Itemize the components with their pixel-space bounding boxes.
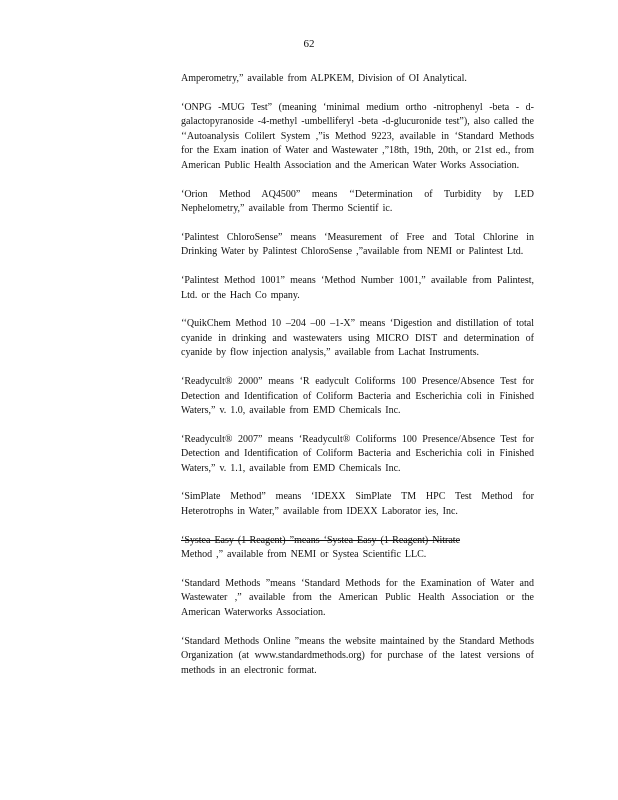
paragraph-palintest-chlorosense: ‘Palintest ChloroSense” means ‘Measurement of Free and Total Chlorine in Drinking Water by Palintest ChloroSense ,”available from NEMI or Palintest Ltd. xyxy=(181,231,534,258)
page-number: 62 xyxy=(303,38,315,50)
paragraph-standard-methods-online: ‘Standard Methods Online ”means the website maintained by the Standard Methods Organization (at www.standardmethods.org) for purchase of the latest versions of methods in an electronic format. xyxy=(181,635,534,676)
paragraph-standard-methods: ‘Standard Methods ”means ‘Standard Methods for the Examination of Water and Wastewater ,” available from the American Public Health Association or the American Waterworks Association. xyxy=(181,577,534,619)
paragraph-orion-method: ‘Orion Method AQ4500” means ‘‘Determination of Turbidity by LED Nephelometry,” available from Thermo Scientif ic. xyxy=(181,188,534,215)
paragraph-simplate-method: ‘SimPlate Method” means ‘IDEXX SimPlate TM HPC Test Method for Heterotrophs in Water,” available from IDEXX Laborator ies, Inc. xyxy=(181,491,534,518)
paragraph-readycult-2007: ‘Readycult® 2007” means ‘Readycult® Coliforms 100 Presence/Absence Test for Detection and Identification of Coliform Bacteria and Escherichia coli in Finished Waters,” v. 1.1, available from EMD Chemicals Inc. xyxy=(181,433,534,474)
paragraph-quikchem-method: ‘‘QuikChem Method 10 –204 –00 –1-X” means ‘Digestion and distillation of total cyanide in drinking and wastewaters using MICRO DIST and determination of cyanide by flow injection analysis,” available from Lachat Instruments. xyxy=(181,318,534,359)
struck-text: ‘Systea Easy (1-Reagent) ”means ‘Systea Easy (1-Reagent) Nitrate xyxy=(181,534,461,546)
definitions-body xyxy=(181,72,534,692)
paragraph-onpg-mug-test: ‘ONPG -MUG Test” (meaning ‘minimal medium ortho -nitrophenyl -beta - d-galactopyranoside -4-methyl -umbelliferyl -beta -d-glucuronide test”), also called the ‘‘Autoanalysis Colilert System ,”is Method 9223, available in ‘Standard Methods for the Exam ination of Water and Wastewater ,”18th, 19th, 20th, or 21st ed., from American Public Health Association and the American Water Works Association. xyxy=(181,101,534,171)
paragraph-systea-easy xyxy=(181,534,534,563)
paragraph-amperometry: Amperometry,” available from ALPKEM, Division of OI Analytical. xyxy=(181,73,467,84)
paragraph-palintest-method-1001: ‘Palintest Method 1001” means ‘Method Number 1001,” available from Palintest, Ltd. or the Hach Co mpany. xyxy=(181,274,534,301)
paragraph-systea-easy-text: Method ,” available from NEMI or Systea Scientific LLC. xyxy=(181,549,427,561)
paragraph-readycult-2000: ‘Readycult® 2000” means ‘R eadycult Coliforms 100 Presence/Absence Test for Detection and Identification of Coliform Bacteria and Escherichia coli in Finished Waters,” v. 1.0, available from EMD Chemicals Inc. xyxy=(181,375,534,417)
